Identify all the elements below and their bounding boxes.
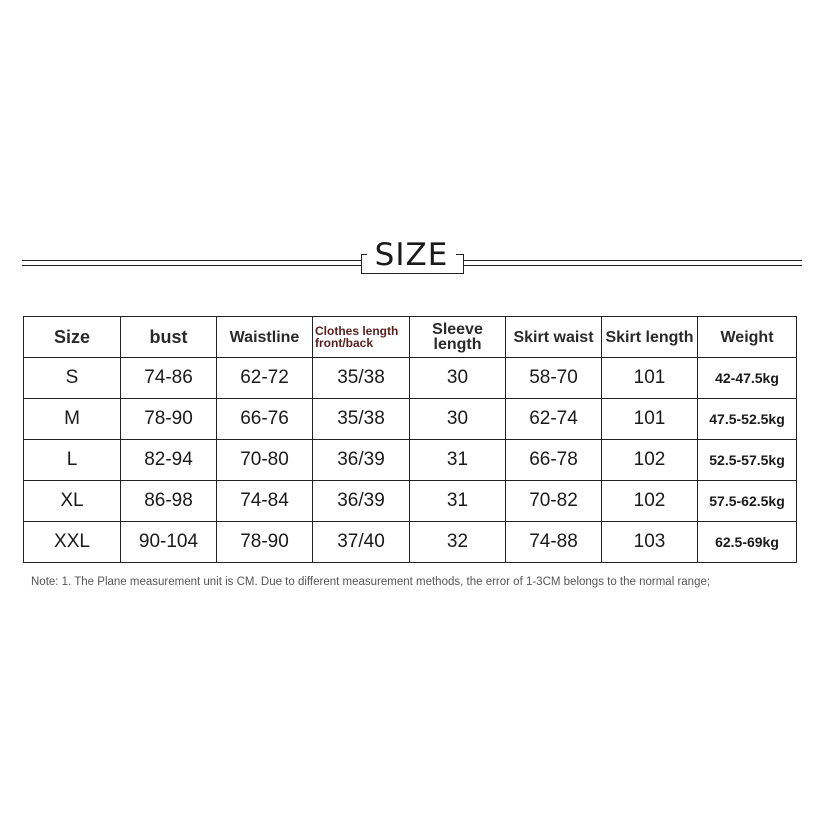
table-cell: 47.5-52.5kg — [698, 399, 797, 440]
table-cell: 31 — [410, 481, 506, 522]
table-cell: 74-88 — [506, 522, 602, 563]
table-cell: 42-47.5kg — [698, 358, 797, 399]
table-cell: 57.5-62.5kg — [698, 481, 797, 522]
size-chart-table — [23, 316, 797, 563]
table-cell: 62-72 — [217, 358, 313, 399]
table-cell: 70-80 — [217, 440, 313, 481]
table-cell: 35/38 — [313, 399, 410, 440]
table-cell: 32 — [410, 522, 506, 563]
table-cell: 52.5-57.5kg — [698, 440, 797, 481]
table-cell: 78-90 — [217, 522, 313, 563]
table-cell: 66-76 — [217, 399, 313, 440]
column-header: Size — [24, 317, 121, 358]
table-row — [24, 522, 797, 563]
column-header: Skirt length — [602, 317, 698, 358]
table-cell: 74-86 — [121, 358, 217, 399]
table-cell: 35/38 — [313, 358, 410, 399]
column-header: Sleeve length — [410, 317, 506, 358]
table-cell: S — [24, 358, 121, 399]
column-header: Waistline — [217, 317, 313, 358]
table-row — [24, 481, 797, 522]
table-cell: 101 — [602, 399, 698, 440]
measurement-note: Note: 1. The Plane measurement unit is CM. Due to different measurement methods, the error of 1-3CM belongs to the normal range; — [31, 576, 711, 588]
table-cell: 82-94 — [121, 440, 217, 481]
table-row — [24, 440, 797, 481]
table-cell: 78-90 — [121, 399, 217, 440]
title-rule-right-bottom — [458, 265, 802, 266]
table-cell: L — [24, 440, 121, 481]
table-cell: XL — [24, 481, 121, 522]
table-cell: 62.5-69kg — [698, 522, 797, 563]
table-cell: 101 — [602, 358, 698, 399]
table-cell: 62-74 — [506, 399, 602, 440]
column-header: Skirt waist — [506, 317, 602, 358]
table-cell: 66-78 — [506, 440, 602, 481]
title-rule-left-top — [22, 260, 365, 261]
table-cell: 74-84 — [217, 481, 313, 522]
table-cell: 36/39 — [313, 440, 410, 481]
column-header: Clothes length front/back — [313, 317, 410, 358]
table-cell: 36/39 — [313, 481, 410, 522]
table-cell: 30 — [410, 399, 506, 440]
header-row — [24, 317, 797, 358]
table-cell: 31 — [410, 440, 506, 481]
page-title: SIZE — [374, 237, 449, 273]
table-cell: 103 — [602, 522, 698, 563]
table-cell: 30 — [410, 358, 506, 399]
table-cell: 70-82 — [506, 481, 602, 522]
table-row — [24, 358, 797, 399]
table-cell: 58-70 — [506, 358, 602, 399]
table-cell: 86-98 — [121, 481, 217, 522]
table-cell: M — [24, 399, 121, 440]
table-cell: XXL — [24, 522, 121, 563]
column-header: Weight — [698, 317, 797, 358]
title-rule-left-bottom — [22, 265, 365, 266]
column-header: bust — [121, 317, 217, 358]
table-row — [24, 399, 797, 440]
title-rule-right-top — [458, 260, 802, 261]
table-cell: 102 — [602, 481, 698, 522]
table-cell: 37/40 — [313, 522, 410, 563]
table-cell: 102 — [602, 440, 698, 481]
table-cell: 90-104 — [121, 522, 217, 563]
